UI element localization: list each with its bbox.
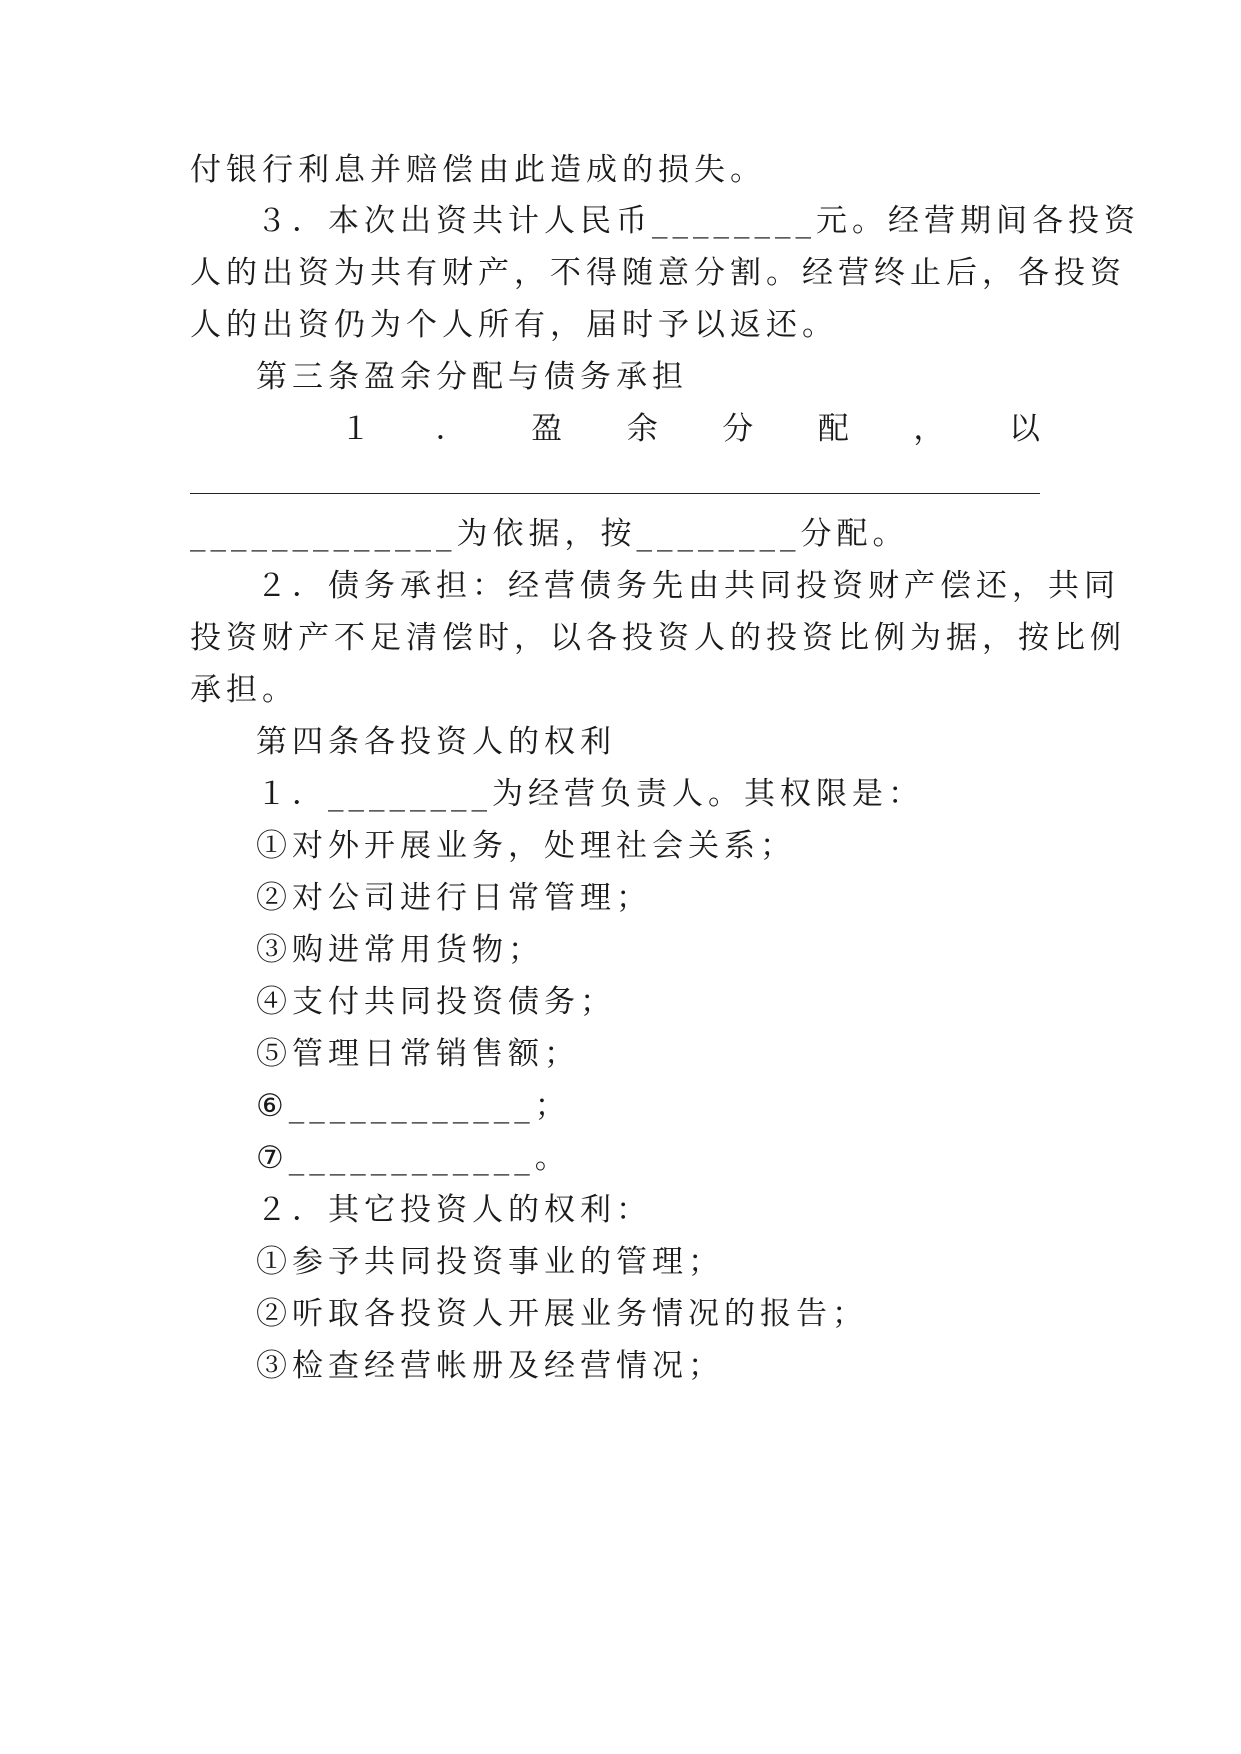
list-item: ②听取各投资人开展业务情况的报告； xyxy=(256,1296,868,1332)
list-item: ①对外开展业务，处理社会关系； xyxy=(256,828,796,864)
spread-paragraph-line xyxy=(340,409,1040,449)
spread-char: ， xyxy=(913,411,945,447)
paragraph-line: 投资财产不足清偿时，以各投资人的投资比例为据，按比例 xyxy=(190,620,1126,656)
spread-char: 配 xyxy=(817,411,849,447)
article-heading: 第三条盈余分配与债务承担 xyxy=(256,359,688,395)
list-item: ⑦____________。 xyxy=(256,1140,571,1176)
spread-char: １ xyxy=(340,411,371,447)
spread-char: 余 xyxy=(626,411,658,447)
paragraph-line: 人的出资为共有财产，不得随意分割。经营终止后，各投资 xyxy=(190,255,1126,291)
paragraph-line: １．________为经营负责人。其权限是： xyxy=(256,776,924,812)
paragraph-line: ２．其它投资人的权利： xyxy=(256,1192,652,1228)
spread-char: ． xyxy=(435,411,467,447)
list-item: ③检查经营帐册及经营情况； xyxy=(256,1348,724,1384)
list-item: ④支付共同投资债务； xyxy=(256,984,616,1020)
paragraph-line: ２．债务承担：经营债务先由共同投资财产偿还，共同 xyxy=(256,568,1120,604)
list-item: ⑥____________； xyxy=(256,1088,571,1124)
fill-in-blank-rule xyxy=(190,493,1040,494)
paragraph-line: _____________为依据，按________分配。 xyxy=(190,516,909,552)
paragraph-line: 人的出资仍为个人所有，届时予以返还。 xyxy=(190,307,838,343)
paragraph-line: 付银行利息并赔偿由此造成的损失。 xyxy=(190,152,766,188)
spread-char: 盈 xyxy=(531,411,563,447)
paragraph-line: 承担。 xyxy=(190,672,298,708)
list-item: ①参予共同投资事业的管理； xyxy=(256,1244,724,1280)
paragraph-line: ３．本次出资共计人民币________元。经营期间各投资 xyxy=(256,203,1140,239)
list-item: ②对公司进行日常管理； xyxy=(256,880,652,916)
article-heading: 第四条各投资人的权利 xyxy=(256,724,616,760)
spread-char: 以 xyxy=(1008,411,1040,447)
spread-char: 分 xyxy=(722,411,754,447)
list-item: ③购进常用货物； xyxy=(256,932,544,968)
list-item: ⑤管理日常销售额； xyxy=(256,1036,580,1072)
